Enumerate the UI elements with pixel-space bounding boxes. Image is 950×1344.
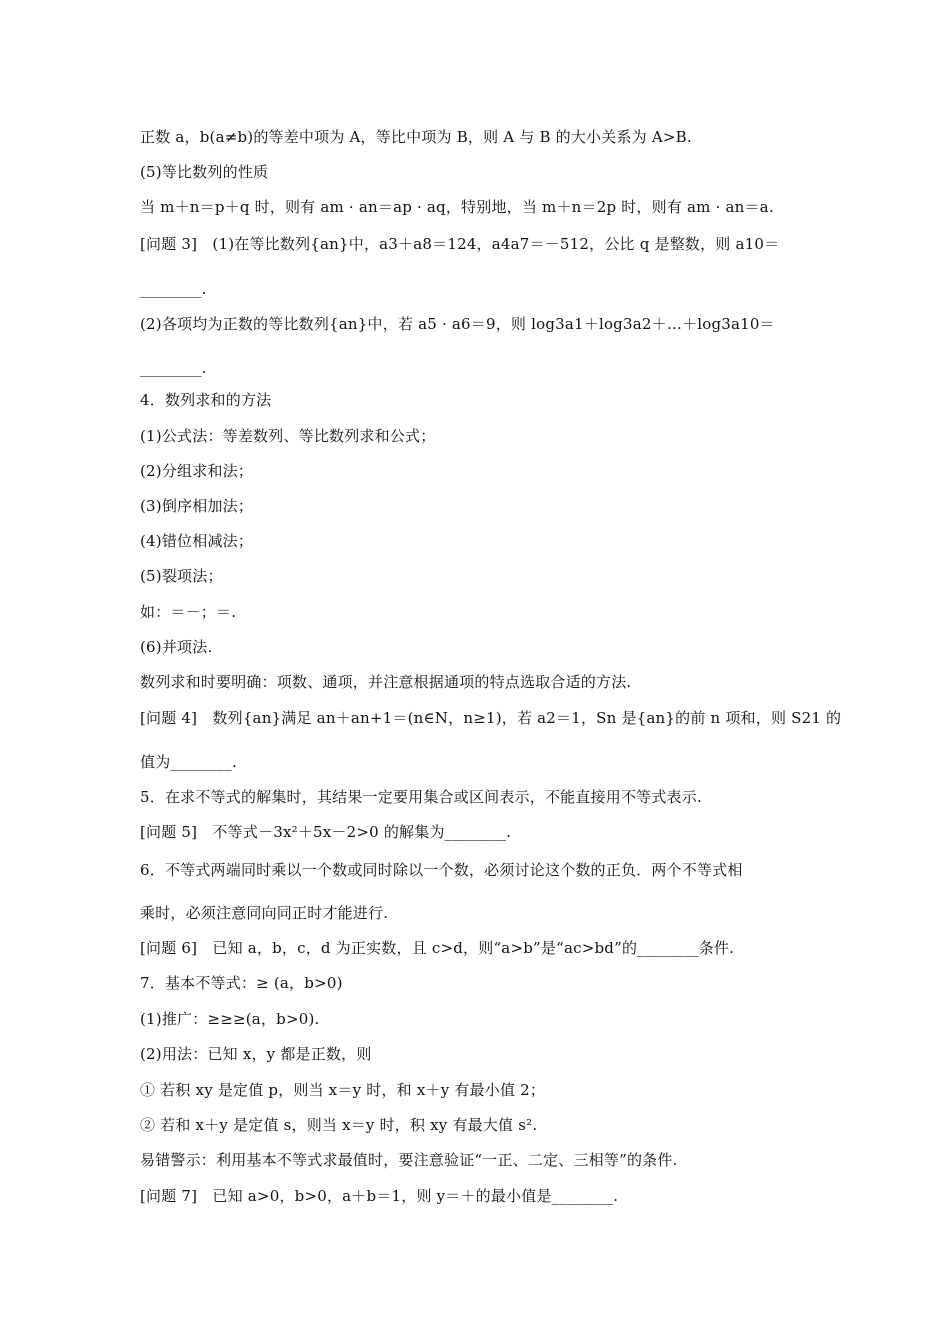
text-line: 数列求和时要明确：项数、通项，并注意根据通项的特点选取合适的方法.: [140, 673, 632, 691]
text-line: (2)分组求和法；: [140, 462, 254, 480]
section-heading: 6．不等式两端同时乘以一个数或同时除以一个数，必须讨论这个数的正负．两个不等式相: [140, 861, 743, 879]
text-line: [问题 5] 不等式－3x²＋5x－2>0 的解集为________.: [140, 823, 512, 841]
text-line: ________.: [140, 359, 207, 377]
text-line: ________.: [140, 280, 207, 298]
text-line: (2)各项均为正数的等比数列{an}中，若 a5 · a6＝9，则 log3a1＋log3a2＋…＋log3a10＝: [140, 315, 775, 333]
text-line: 乘时，必须注意同向同正时才能进行.: [140, 904, 389, 922]
text-line: [问题 3] (1)在等比数列{an}中，a3＋a8＝124，a4a7＝－512，公比 q 是整数，则 a10＝: [140, 235, 780, 253]
section-heading: 5．在求不等式的解集时，其结果一定要用集合或区间表示，不能直接用不等式表示.: [140, 788, 702, 806]
text-line: (4)错位相减法；: [140, 532, 254, 550]
text-line: 值为________.: [140, 753, 237, 771]
text-line: [问题 4] 数列{an}满足 an＋an+1＝(n∈N，n≥1)，若 a2＝1，Sn 是{an}的前 n 项和，则 S21 的: [140, 709, 842, 727]
text-line: 当 m＋n＝p＋q 时，则有 am · an＝ap · aq，特别地，当 m＋n＝2p 时，则有 am · an＝a.: [140, 198, 774, 216]
text-line: ① 若积 xy 是定值 p，则当 x＝y 时，和 x＋y 有最小值 2；: [140, 1081, 546, 1099]
text-line: 易错警示：利用基本不等式求最值时，要注意验证“一正、二定、三相等”的条件.: [140, 1151, 678, 1169]
text-line: 如：＝－；＝.: [140, 603, 237, 621]
text-line: [问题 7] 已知 a>0，b>0，a＋b＝1，则 y＝＋的最小值是________.: [140, 1187, 619, 1205]
text-line: [问题 6] 已知 a，b，c，d 为正实数，且 c>d，则“a>b”是“ac>bd”的________条件.: [140, 939, 735, 957]
text-line: 正数 a，b(a≠b)的等差中项为 A，等比中项为 B，则 A 与 B 的大小关系为 A>B.: [140, 128, 692, 146]
text-line: (5)裂项法；: [140, 567, 223, 585]
text-line: (1)公式法：等差数列、等比数列求和公式；: [140, 427, 436, 445]
text-line: (2)用法：已知 x，y 都是正数，则: [140, 1045, 372, 1063]
text-line: (5)等比数列的性质: [140, 163, 269, 181]
section-heading: 7．基本不等式：≥ (a，b>0): [140, 974, 343, 992]
text-line: (3)倒序相加法；: [140, 497, 254, 515]
text-line: (1)推广：≥≥≥(a，b>0).: [140, 1010, 320, 1028]
section-heading: 4．数列求和的方法: [140, 391, 272, 409]
text-line: (6)并项法.: [140, 638, 213, 656]
text-line: ② 若和 x＋y 是定值 s，则当 x＝y 时，积 xy 有最大值 s².: [140, 1116, 538, 1134]
